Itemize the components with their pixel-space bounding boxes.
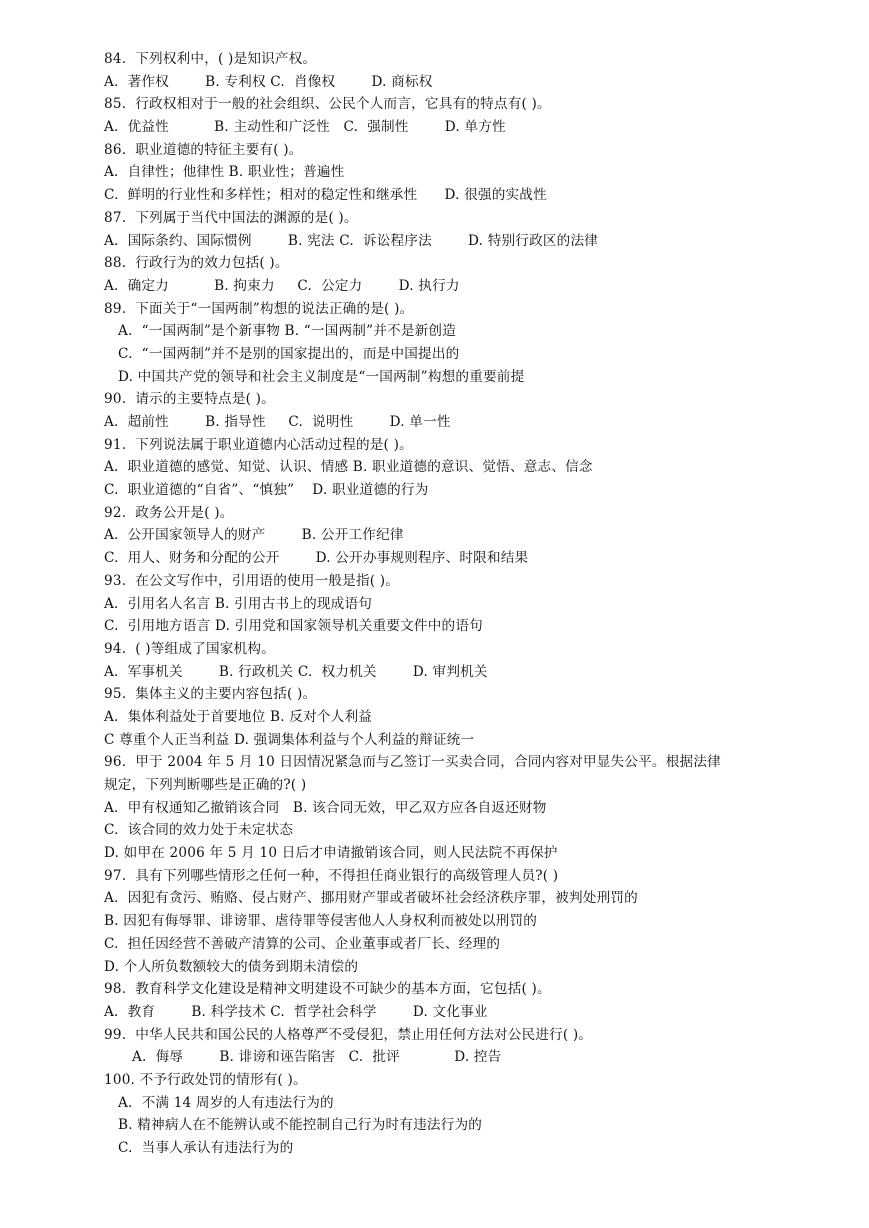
- options-91-ab: A. 职业道德的感觉、知觉、认识、情感 B. 职业道德的意识、觉悟、意志、信念: [104, 459, 593, 476]
- question-96-cont: 规定，下列判断哪些是正确的?( ): [104, 777, 307, 793]
- option-96-c: C. 该合同的效力处于未定状态: [104, 822, 294, 839]
- options-87: A. 国际条约、国际惯例 B. 宪法 C. 诉讼程序法 D. 特别行政区的法律: [104, 232, 599, 249]
- option-89-c: C. “一国两制”并不是别的国家提出的，而是中国提出的: [118, 345, 460, 362]
- question-96: 96. 甲于 2004 年 5 月 10 日因情况紧急而与乙签订一买卖合同，合同内容对甲显失公平。根据法律: [104, 754, 721, 771]
- options-84: A. 著作权 B. 专利权 C. 肖像权 D. 商标权: [104, 73, 433, 90]
- options-88: A. 确定力 B. 拘束力 C. 公定力 D. 执行力: [104, 277, 460, 294]
- options-95-ab: A. 集体利益处于首要地位 B. 反对个人利益: [104, 708, 373, 725]
- question-90: 90. 请示的主要特点是( )。: [104, 391, 275, 408]
- question-89: 89. 下面关于“一国两制”构想的说法正确的是( )。: [104, 300, 414, 317]
- options-92-cd: C. 用人、财务和分配的公开 D. 公开办事规则程序、时限和结果: [104, 550, 529, 567]
- question-95: 95. 集体主义的主要内容包括( )。: [104, 686, 317, 703]
- document-page: [104, 48, 824, 1160]
- question-91: 91. 下列说法属于职业道德内心活动过程的是( )。: [104, 436, 413, 453]
- options-95-cd: C 尊重个人正当利益 D. 强调集体利益与个人利益的辩证统一: [104, 731, 475, 748]
- question-84: 84. 下列权利中，( )是知识产权。: [104, 51, 317, 67]
- options-92-ab: A. 公开国家领导人的财产 B. 公开工作纪律: [104, 527, 404, 544]
- question-100: 100. 不予行政处罚的情形有( )。: [104, 1071, 307, 1088]
- option-97-c: C. 担任因经营不善破产清算的公司、企业董事或者厂长、经理的: [104, 935, 501, 952]
- option-100-b: B. 精神病人在不能辨认或不能控制自己行为时有违法行为的: [118, 1117, 483, 1134]
- question-98: 98. 教育科学文化建设是精神文明建设不可缺少的基本方面，它包括( )。: [104, 981, 551, 998]
- question-87: 87. 下列属于当代中国法的渊源的是( )。: [104, 209, 358, 226]
- options-94: A. 军事机关 B. 行政机关 C. 权力机关 D. 审判机关: [104, 663, 488, 680]
- option-97-b: B. 因犯有侮辱罪、诽谤罪、虐待罪等侵害他人人身权利而被处以刑罚的: [104, 913, 538, 930]
- question-85: 85. 行政权相对于一般的社会组织、公民个人而言，它具有的特点有( )。: [104, 96, 551, 113]
- options-93-cd: C. 引用地方语言 D. 引用党和国家领导机关重要文件中的语句: [104, 618, 483, 635]
- question-97: 97. 具有下列哪些情形之任何一种，不得担任商业银行的高级管理人员?( ): [104, 867, 559, 884]
- options-89-ab: A. “一国两制”是个新事物 B. “一国两制”并不是新创造: [118, 323, 457, 340]
- question-93: 93. 在公文写作中，引用语的使用一般是指( )。: [104, 572, 400, 589]
- option-100-a: A. 不满 14 周岁的人有违法行为的: [118, 1094, 334, 1111]
- question-99: 99. 中华人民共和国公民的人格尊严不受侵犯，禁止用任何方法对公民进行( )。: [104, 1026, 593, 1043]
- option-97-a: A. 因犯有贪污、贿赂、侵占财产、挪用财产罪或者破坏社会经济秩序罪，被判处刑罚的: [104, 890, 638, 907]
- question-92: 92. 政务公开是( )。: [104, 504, 234, 521]
- option-100-c: C. 当事人承认有违法行为的: [118, 1140, 294, 1156]
- options-99: A. 侮辱 B. 诽谤和诬告陷害 C. 批评 D. 控告: [132, 1049, 502, 1066]
- question-88: 88. 行政行为的效力包括( )。: [104, 255, 289, 272]
- option-96-d: D. 如甲在 2006 年 5 月 10 日后才申请撤销该合同，则人民法院不再保护: [104, 845, 558, 862]
- options-85: A. 优益性 B. 主动性和广泛性 C. 强制性 D. 单方性: [104, 119, 506, 136]
- options-86-ab: A. 自律性；他律性 B. 职业性；普遍性: [104, 164, 345, 181]
- question-86: 86. 职业道德的特征主要有( )。: [104, 141, 303, 158]
- options-98: A. 教育 B. 科学技术 C. 哲学社会科学 D. 文化事业: [104, 1003, 488, 1020]
- options-91-cd: C. 职业道德的“自省”、“慎独” D. 职业道德的行为: [104, 482, 429, 499]
- option-89-d: D. 中国共产党的领导和社会主义制度是“一国两制”构想的重要前提: [118, 368, 525, 385]
- options-90: A. 超前性 B. 指导性 C. 说明性 D. 单一性: [104, 414, 451, 430]
- option-97-d: D. 个人所负数额较大的债务到期未清偿的: [104, 958, 359, 975]
- question-94: 94. ( )等组成了国家机构。: [104, 640, 275, 657]
- options-93-ab: A. 引用名人名言 B. 引用古书上的现成语句: [104, 595, 373, 612]
- options-86-cd: C. 鲜明的行业性和多样性；相对的稳定性和继承性 D. 很强的实战性: [104, 187, 547, 204]
- options-96-ab: A. 甲有权通知乙撤销该合同 B. 该合同无效，甲乙双方应各自返还财物: [104, 799, 547, 816]
